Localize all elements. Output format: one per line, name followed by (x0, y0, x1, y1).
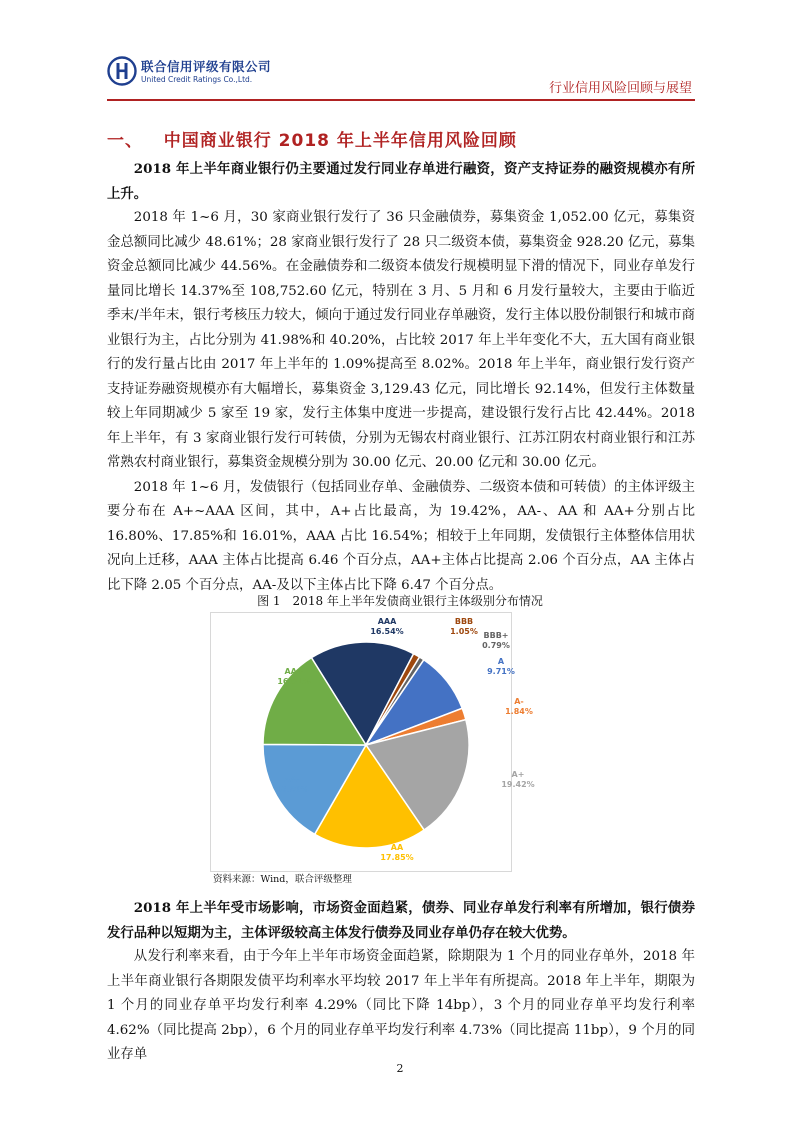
slice-value-bbb: 1.05% (450, 627, 478, 636)
slice-label-a-minus: A- (514, 697, 524, 706)
section-heading (107, 126, 517, 151)
slice-label-bbb: BBB (454, 617, 474, 626)
paragraph: 2018 年 1~6 月，发债银行（包括同业存单、金融债券、二级资本债和可转债）的主体评级主要分布在 A+~AAA 区间，其中，A+占比最高，为 19.42%，AA-、AA 和 AA+分别占比 16.80%、17.85%和 16.01%，AAA 占比 16.54%；相较于上年同期，发债银行主体整体信用状况向上迁移，AAA 主体占比提高 6.46 个百分点，AA+主体占比提高 2.06 个百分点，AA 主体占比下降 2.05 个百分点，AA-及以下主体占比下降 6.47 个百分点。 (107, 479, 695, 593)
slice-label-aa-plus: AA+ (284, 667, 304, 676)
slice-value-a-plus: 19.42% (501, 780, 535, 789)
slice-label-bbb-plus: BBB+ (483, 631, 509, 640)
body-text-top (107, 157, 695, 598)
paragraph: 2018 年 1~6 月，30 家商业银行发行了 36 只金融债券，募集资金 1,052.00 亿元，募集资金总额同比减少 48.61%；28 家商业银行发行了 28 只二级资本债，募集资金 928.20 亿元，募集资金总额同比减少 44.56%。在金融债券和二级资本债发行规模明显下滑的情况下，同业存单发行量同比增长 14.37%至 108,752.60 亿元，特别在 3 月、5 月和 6 月发行量较大，主要由于临近季末/半年末，银行考核压力较大，倾向于通过发行同业存单融资，发行主体以股份制银行和城市商业银行为主，占比分别为 41.98%和 40.20%，占比较 2017 年上半年变化不大，五大国有商业银行的发行量占比由 2017 年上半年的 1.09%提高至 8.02%。2018 年上半年，商业银行发行资产支持证券融资规模亦有大幅增长，募集资金 3,129.43 亿元，同比增长 92.14%，但发行主体数量较上年同期减少 5 家至 19 家，发行主体集中度进一步提高，建设银行发行占比 42.44%。2018 年上半年，有 3 家商业银行发行可转债，分别为无锡农村商业银行、江苏江阴农村商业银行和江苏常熟农村商业银行，募集资金规模分别为 30.00 亿元、20.00 亿元和 30.00 亿元。 (107, 210, 695, 470)
slice-value-aa-minus: 16.80% (275, 785, 309, 794)
slice-label-aa-minus: AA- (284, 775, 300, 784)
figure-source: 资料来源：Wind，联合评级整理 (213, 874, 352, 885)
lead-paragraph: 2018 年上半年受市场影响，市场资金面趋紧，债券、同业存单发行利率有所增加，银行债券发行品种以短期为主，主体评级较高主体发行债券及同业存单仍存在较大优势。 (107, 900, 695, 941)
slice-label-a: A (497, 657, 505, 666)
page-number: 2 (396, 1062, 404, 1075)
slice-value-a: 9.71% (487, 667, 515, 676)
slice-value-aa: 17.85% (380, 853, 414, 862)
united-credit-logo-icon (107, 56, 137, 86)
slice-value-bbb-plus: 0.79% (482, 641, 510, 650)
report-title: 行业信用风险回顾与展望 (548, 81, 692, 96)
pie-chart (210, 612, 535, 870)
section-title: 中国商业银行 2018 年上半年信用风险回顾 (163, 131, 517, 151)
figure-caption: 图 1 2018 年上半年发债商业银行主体级别分布情况 (257, 594, 543, 608)
slice-label-a-plus: A+ (511, 770, 525, 779)
body-text-bottom (107, 896, 695, 1068)
slice-value-aaa: 16.54% (370, 627, 404, 636)
header-divider (107, 99, 695, 101)
lead-paragraph: 2018 年上半年商业银行仍主要通过发行同业存单进行融资，资产支持证券的融资规模亦有所上升。 (107, 161, 695, 202)
slice-label-aaa: AAA (377, 617, 397, 626)
company-name-en: United Credit Ratings Co.,Ltd. (141, 75, 253, 84)
slice-value-aa-plus: 16.01% (277, 677, 311, 686)
paragraph: 从发行利率来看，由于今年上半年市场资金面趋紧，除期限为 1 个月的同业存单外，2018 年上半年商业银行各期限发债平均利率水平均较 2017 年上半年有所提高。2018 年上半年，期限为 1 个月的同业存单平均发行利率 4.29%（同比下降 14bp），3 个月的同业存单平均发行利率 4.62%（同比提高 2bp），6 个月的同业存单平均发行利率 4.73%（同比提高 11bp），9 个月的同业存单 (107, 949, 695, 1062)
company-name-cn: 联合信用评级有限公司 (141, 59, 272, 74)
slice-label-aa: AA (390, 843, 404, 852)
section-number: 一、 (107, 131, 143, 151)
slice-value-a-minus: 1.84% (505, 707, 533, 716)
